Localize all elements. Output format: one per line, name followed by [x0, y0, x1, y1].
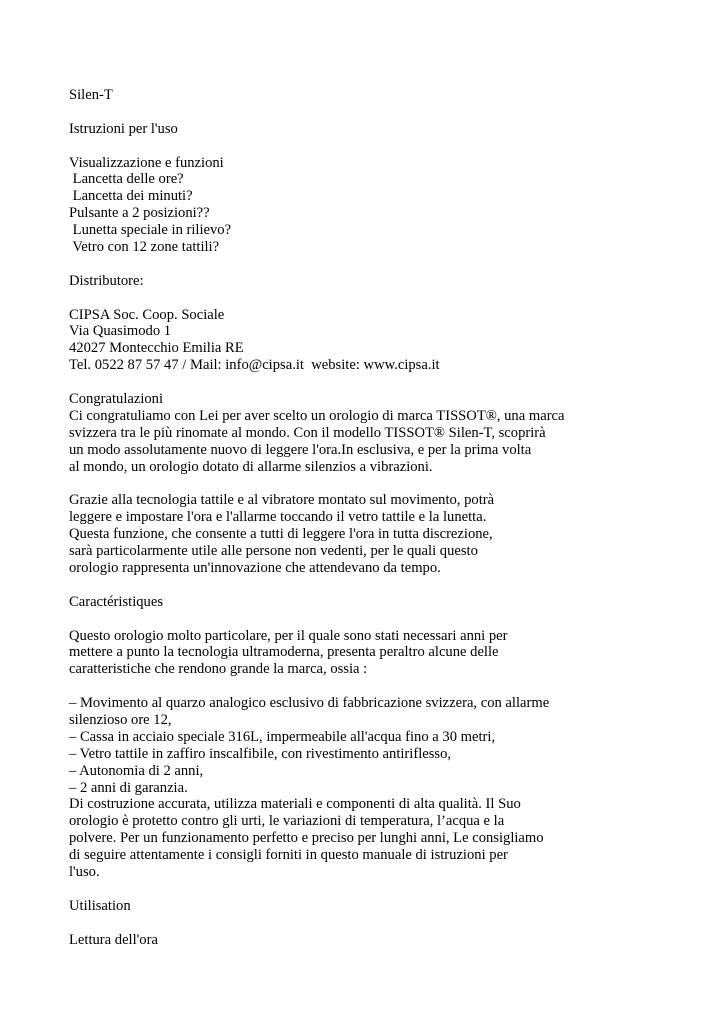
display-item-glass: Vetro con 12 zone tattili?: [69, 239, 220, 256]
document-subtitle: Istruzioni per l'uso: [69, 120, 178, 137]
paragraph-line: Di costruzione accurata, utilizza materiali e componenti di alta qualità. Il Suo: [69, 796, 521, 813]
paragraph-line: orologio rappresenta un'innovazione che attendevano da tempo.: [69, 559, 441, 576]
paragraph-line: al mondo, un orologio dotato di allarme silenzios a vibrazioni.: [69, 458, 433, 475]
display-section-heading: Visualizzazione e funzioni: [69, 154, 224, 171]
list-item: silenzioso ore 12,: [69, 711, 172, 728]
paragraph-line: caratteristiche che rendono grande la marca, ossia :: [69, 661, 368, 678]
display-item-hour-hand: Lancetta delle ore?: [69, 171, 184, 188]
congratulations-heading: Congratulazioni: [69, 391, 164, 408]
spacer: [69, 678, 709, 695]
paragraph-line: Ci congratuliamo con Lei per aver scelto un orologio di marca TISSOT®, una marca: [69, 407, 565, 424]
spacer: [69, 374, 709, 391]
usage-heading: Utilisation: [69, 897, 131, 914]
usage-subheading: Lettura dell'ora: [69, 931, 158, 948]
distributor-contact: Tel. 0522 87 57 47 / Mail: info@cipsa.it website: www.cipsa.it: [69, 357, 440, 374]
spacer: [69, 475, 709, 492]
paragraph-line: sarà particolarmente utile alle persone non vedenti, per le quali questo: [69, 543, 478, 560]
distributor-city: 42027 Montecchio Emilia RE: [69, 340, 244, 357]
document-title: Silen-T: [69, 87, 113, 103]
paragraph-line: Grazie alla tecnologia tattile e al vibratore montato sul movimento, potrà: [69, 492, 495, 509]
paragraph-line: orologio è protetto contro gli urti, le variazioni di temperatura, l’acqua e la: [69, 813, 505, 830]
paragraph-line: leggere e impostare l'ora e l'allarme toccando il vetro tattile e la lunetta.: [69, 509, 487, 526]
document-page: [69, 87, 709, 948]
spacer: [69, 290, 709, 307]
paragraph-line: un modo assolutamente nuovo di leggere l'ora.In esclusiva, e per la prima volta: [69, 441, 532, 458]
spacer: [69, 138, 709, 155]
display-item-bezel: Lunetta speciale in rilievo?: [69, 222, 232, 239]
display-item-button: Pulsante a 2 posizioni??: [69, 205, 210, 222]
list-item: – Autonomia di 2 anni,: [69, 762, 204, 779]
spacer: [69, 915, 709, 932]
paragraph-line: Questo orologio molto particolare, per il quale sono stati necessari anni per: [69, 627, 508, 644]
spacer: [69, 611, 709, 628]
display-item-minute-hand: Lancetta dei minuti?: [69, 188, 193, 205]
paragraph-line: Questa funzione, che consente a tutti di leggere l'ora in tutta discrezione,: [69, 526, 493, 543]
spacer: [69, 104, 709, 121]
list-item: – Vetro tattile in zaffiro inscalfibile, con rivestimento antiriflesso,: [69, 745, 452, 762]
paragraph-line: svizzera tra le più rinomate al mondo. Con il modello TISSOT® Silen-T, scoprirà: [69, 424, 546, 441]
list-item: – 2 anni di garanzia.: [69, 779, 188, 796]
distributor-name: CIPSA Soc. Coop. Sociale: [69, 306, 225, 323]
list-item: – Cassa in acciaio speciale 316L, impermeabile all'acqua fino a 30 metri,: [69, 728, 496, 745]
spacer: [69, 577, 709, 594]
spacer: [69, 256, 709, 273]
paragraph-line: di seguire attentamente i consigli forniti in questo manuale di istruzioni per: [69, 847, 508, 864]
distributor-street: Via Quasimodo 1: [69, 323, 172, 340]
paragraph-line: l'uso.: [69, 863, 100, 880]
list-item: – Movimento al quarzo analogico esclusivo di fabbricazione svizzera, con allarme: [69, 695, 550, 712]
characteristics-heading: Caractéristiques: [69, 593, 164, 610]
spacer: [69, 881, 709, 898]
paragraph-line: mettere a punto la tecnologia ultramoderna, presenta peraltro alcune delle: [69, 644, 499, 661]
paragraph-line: polvere. Per un funzionamento perfetto e preciso per lunghi anni, Le consigliamo: [69, 830, 544, 847]
distributor-heading: Distributore:: [69, 272, 144, 289]
